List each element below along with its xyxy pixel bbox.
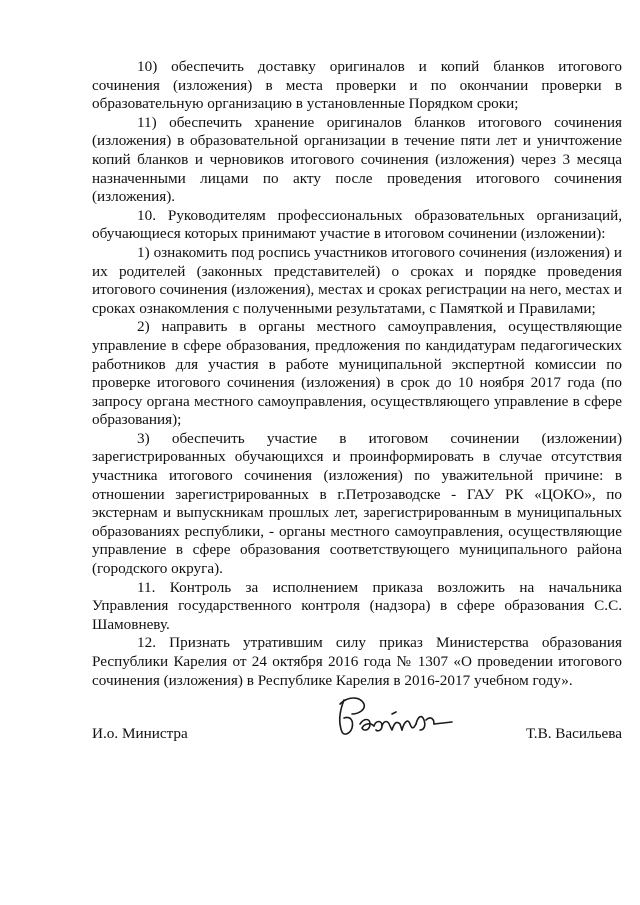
paragraph-subitem-2: 2) направить в органы местного самоуправления, осуществляющие управление в сфере образования, предложения по кандидатурам педагогических работников для участия в работе муниципальной экспертной комиссии по проверке итогового сочинения (изложения) в срок до 10 ноября 2017 года (по запросу органа местного самоуправления, осуществляющего управление в сфере образования); [92, 318, 622, 429]
handwritten-signature-icon [330, 690, 460, 740]
signatory-name: Т.В. Васильева [526, 725, 622, 742]
paragraph-section-11: 11. Контроль за исполнением приказа возложить на начальника Управления государственного контроля (надзора) в сфере образования С.С. Шамовневу. [92, 578, 622, 633]
paragraph-item-10: 10) обеспечить доставку оригиналов и копий бланков итогового сочинения (изложения) в места проверки и по окончании проверки в образовательную организацию в установленные Порядком сроки; [92, 58, 622, 113]
paragraph-section-10: 10. Руководителям профессиональных образовательных организаций, обучающиеся которых принимают участие в итоговом сочинении (изложении): [92, 206, 622, 243]
paragraph-item-11: 11) обеспечить хранение оригиналов бланков итогового сочинения (изложения) в образовательной организации в течение пяти лет и уничтожение копий бланков и черновиков итогового сочинения (изложения) через 3 месяца назначенными лицами по акту после проведения итогового сочинения (изложения). [92, 113, 622, 206]
signature-block [92, 690, 622, 750]
signatory-role: И.о. Министра [92, 725, 188, 742]
document-body [92, 58, 622, 690]
paragraph-section-12: 12. Признать утратившим силу приказ Министерства образования Республики Карелия от 24 октября 2016 года № 1307 «О проведении итогового сочинения (изложения) в Республике Карелия в 2016-2017 учебном году». [92, 634, 622, 689]
paragraph-subitem-1: 1) ознакомить под роспись участников итогового сочинения (изложения) и их родителей (законных представителей) о сроках и порядке проведения итогового сочинения (изложения), местах и сроках регистрации на него, местах и сроках ознакомления с полученными результатами, с Памяткой и Правилами; [92, 243, 622, 317]
paragraph-subitem-3: 3) обеспечить участие в итоговом сочинении (изложении) зарегистрированных обучающихся и проинформировать в случае отсутствия участника итогового сочинения (изложения) по уважительной причине: в отношении зарегистрированных в г.Петрозаводске - ГАУ РК «ЦОКО», по экстернам и выпускникам прошлых лет, зарегистрированным в муниципальных образованиях республики, - органы местного самоуправления, осуществляющие управление в сфере образования соответствующего муниципального района (городского округа). [92, 429, 622, 578]
